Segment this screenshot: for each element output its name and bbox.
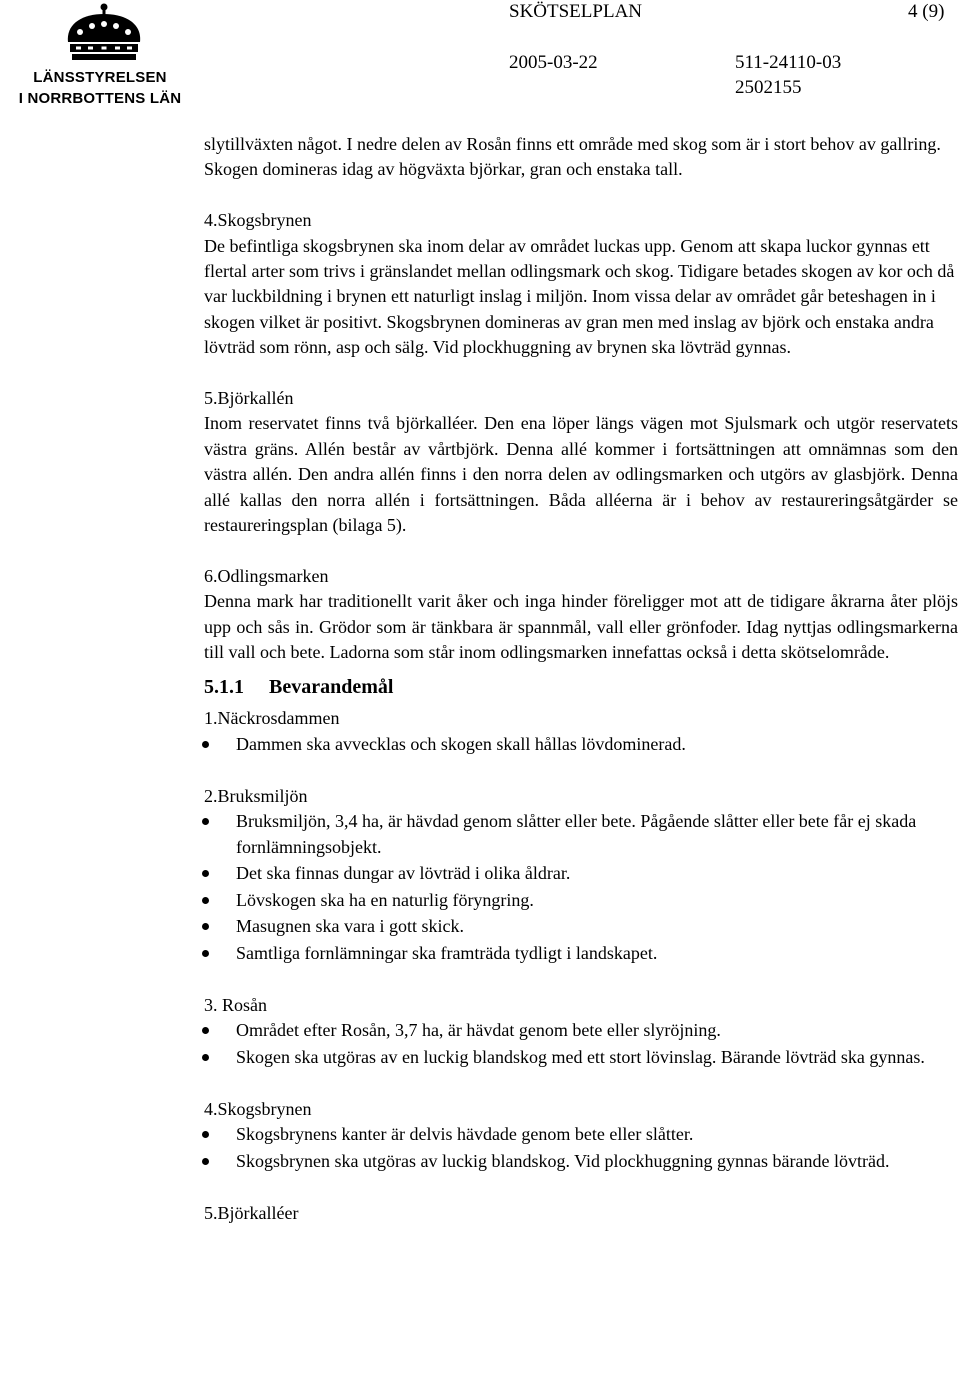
list-item: Lövskogen ska ha en naturlig föryngring. xyxy=(204,888,958,913)
list-item: Skogen ska utgöras av en luckig blandskog med ett stort lövinslag. Bärande lövträd ska gynnas. xyxy=(204,1045,958,1070)
paragraph-bjorkallen: Inom reservatet finns två björkalléer. Den ena löper längs vägen mot Sjulsmark och utgör reservatets västra gräns. Allén består av vårtbjörk. Denna allé kommer i fortsättningen att omnämnas som den västra allén. Den andra allén finns i den norra delen av odlingsmarken och utgörs av glasbjörk. Denna allé kallas den norra allén i fortsättningen. Båda alléerna är i behov av restaureringsåtgärder se restaureringsplan (bilaga 5). xyxy=(204,413,958,536)
paragraph-skogsbrynen: De befintliga skogsbrynen ska inom delar av området luckas upp. Genom att skapa luckor gynnas ett flertal arter som trivs i gränslandet mellan odlingsmark och skog. Tidigare betades skogen av kor och då var luckbildning i brynen ett naturligt inslag i miljön. Inom vissa delar av området går beteshagen in i skogen vilket är positivt. Skogsbrynen domineras av gran men med inslag av björk och enstaka andra lövträd som rönn, asp och sälg. Vid plockhuggning av brynen ska lövträd gynnas. xyxy=(204,235,955,358)
goal-list-skogsbrynen xyxy=(204,1122,958,1174)
goal-list-rosan xyxy=(204,1018,958,1070)
list-item: Skogsbrynens kanter är delvis hävdade genom bete eller slåtter. xyxy=(204,1122,958,1147)
reference-number: 2502155 xyxy=(735,77,802,98)
page-number: 4 (9) xyxy=(908,1,945,22)
section-heading-odlingsmarken: 6.Odlingsmarken xyxy=(204,565,329,586)
document-date: 2005-03-22 xyxy=(509,52,598,73)
list-item: Området efter Rosån, 3,7 ha, är hävdat genom bete eller slyröjning. xyxy=(204,1018,958,1043)
list-item: Skogsbrynen ska utgöras av luckig blandskog. Vid plockhuggning gynnas bärande lövträd. xyxy=(204,1149,958,1174)
document-body xyxy=(204,132,958,1226)
agency-logo xyxy=(0,0,200,112)
subsection-title: Bevarandemål xyxy=(269,676,394,699)
logo-line-2: I NORRBOTTENS LÄN xyxy=(18,90,182,107)
intro-paragraph: slytillväxten något. I nedre delen av Rosån finns ett område med skog som är i stort behov av gallring. Skogen domineras idag av högväxta björkar, gran och enstaka tall. xyxy=(204,134,941,180)
goal-heading-bjorkalleer: 5.Björkalléer xyxy=(204,1203,299,1224)
subsection-number: 5.1.1 xyxy=(204,676,244,699)
goal-list-bruksmiljon xyxy=(204,809,958,966)
list-item: Dammen ska avvecklas och skogen skall hållas lövdominerad. xyxy=(204,732,958,757)
goal-heading-rosan: 3. Rosån xyxy=(204,995,267,1016)
goal-heading-nackrosdammen: 1.Näckrosdammen xyxy=(204,708,340,729)
list-item: Masugnen ska vara i gott skick. xyxy=(204,914,958,939)
logo-line-1: LÄNSSTYRELSEN xyxy=(33,69,167,86)
section-heading-skogsbrynen: 4.Skogsbrynen xyxy=(204,210,312,231)
subsection-heading xyxy=(204,674,958,700)
list-item: Samtliga fornlämningar ska framträda tydligt i landskapet. xyxy=(204,941,958,966)
list-item: Det ska finnas dungar av lövträd i olika åldrar. xyxy=(204,861,958,886)
paragraph-odlingsmarken: Denna mark har traditionellt varit åker och inga hinder föreligger mot att de tidigare åkrarna åter plöjs upp och sås in. Grödor som är tänkbara är spannmål, vall eller grönfoder. Idag nyttjas odlingsmarkerna till vall och bete. Ladorna som står inom odlingsmarken innefattas också i detta skötselområde. xyxy=(204,591,958,663)
case-number: 511-24110-03 xyxy=(735,52,842,73)
list-item: Bruksmiljön, 3,4 ha, är hävdad genom slåtter eller bete. Pågående slåtter eller bete får ej skada fornlämningsobjekt. xyxy=(204,809,958,860)
document-title: SKÖTSELPLAN xyxy=(509,1,643,22)
goal-heading-skogsbrynen: 4.Skogsbrynen xyxy=(204,1099,312,1120)
goal-heading-bruksmiljon: 2.Bruksmiljön xyxy=(204,785,308,806)
section-heading-bjorkallen: 5.Björkallén xyxy=(204,388,294,409)
goal-list-nackrosdammen xyxy=(204,732,958,757)
crown-icon xyxy=(62,2,146,66)
